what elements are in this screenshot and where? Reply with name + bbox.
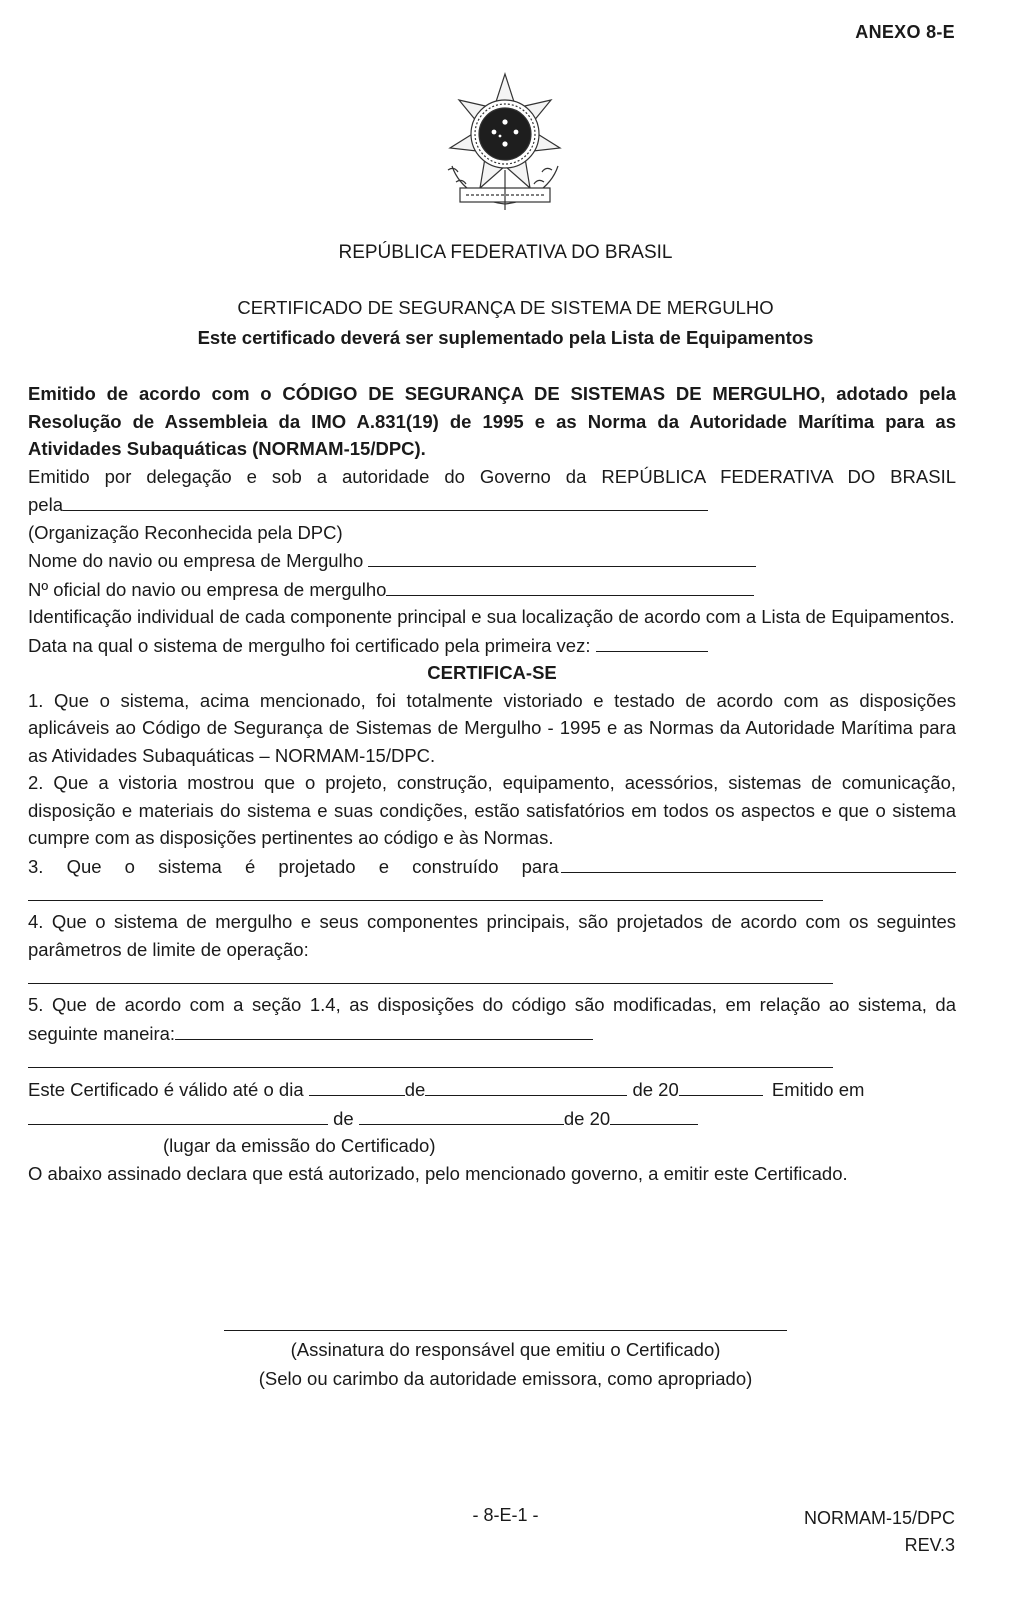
modifications-field[interactable] bbox=[175, 1019, 593, 1040]
valid-month-field[interactable] bbox=[425, 1075, 627, 1096]
norm-reference: NORMAM-15/DPC bbox=[803, 1508, 955, 1528]
valid-year-field[interactable] bbox=[679, 1075, 763, 1096]
valid-until-label: Este Certificado é válido até o dia bbox=[28, 1079, 304, 1100]
valid-day-field[interactable] bbox=[309, 1075, 405, 1096]
first-cert-date-label: Data na qual o sistema de mergulho foi certificado pela primeira vez: bbox=[28, 634, 591, 656]
issue-place-field[interactable] bbox=[28, 1104, 328, 1125]
place-note: (lugar da emissão do Certificado) bbox=[163, 1135, 436, 1156]
designed-for-field[interactable] bbox=[561, 852, 956, 873]
certificate-title: CERTIFICADO DE SEGURANÇA DE SISTEMA DE MERGULHO bbox=[237, 297, 774, 318]
ship-name-row bbox=[28, 546, 956, 575]
declaration-text: O abaixo assinado declara que está autorizado, pelo mencionado governo, a emitir este Certificado. bbox=[28, 1162, 848, 1184]
pela-row bbox=[28, 490, 956, 519]
footer-reference bbox=[804, 1505, 955, 1559]
issue-year-prefix: de 20 bbox=[563, 1107, 611, 1129]
seal-caption: (Selo ou carimbo da autoridade emissora, como apropriado) bbox=[258, 1368, 753, 1389]
place-note-row bbox=[28, 1132, 956, 1160]
revision-label: REV.3 bbox=[904, 1535, 955, 1555]
designed-for-field-line-2[interactable] bbox=[28, 880, 823, 901]
brazil-coat-of-arms-icon bbox=[430, 70, 580, 215]
first-cert-date-row bbox=[28, 631, 956, 660]
issue-place-row bbox=[28, 1104, 956, 1133]
signature-field[interactable] bbox=[224, 1320, 787, 1331]
valid-de-label: de bbox=[404, 1079, 426, 1100]
issue-de-label: de bbox=[333, 1107, 354, 1129]
certifica-item-2: 2. Que a vistoria mostrou que o projeto, construção, equipamento, acessórios, sistemas de comunicação, disposição e materiais do sistema e suas condições, estão satisfatórios em todos os aspectos e que o sistema cumpre com as disposições pertinentes ao código e às Normas. bbox=[28, 772, 956, 848]
ship-name-field[interactable] bbox=[368, 546, 756, 567]
signature-block bbox=[0, 1320, 1011, 1393]
republic-heading: REPÚBLICA FEDERATIVA DO BRASIL bbox=[338, 242, 673, 263]
page-number: - 8-E-1 - bbox=[472, 1505, 539, 1525]
validity-row bbox=[28, 1075, 956, 1104]
organization-field[interactable] bbox=[63, 490, 708, 511]
operation-limits-field[interactable] bbox=[28, 963, 833, 984]
certifica-item-1: 1. Que o sistema, acima mencionado, foi totalmente vistoriado e testado de acordo com as disposições aplicáveis ao Código de Segurança de Sistemas de Mergulho - 1995 e as Normas da Autoridade Marítima para as Atividades Subaquáticas – NORMAM-15/DPC. bbox=[28, 689, 956, 766]
certifica-item-3: 3. Que o sistema é projetado e construído para bbox=[28, 855, 559, 877]
organization-note: (Organização Reconhecida pela DPC) bbox=[28, 521, 343, 543]
certifica-item-3-row bbox=[28, 852, 956, 881]
annex-label: ANEXO 8-E bbox=[855, 22, 955, 42]
issued-in-label: Emitido em bbox=[771, 1079, 865, 1100]
certifica-title: CERTIFICA-SE bbox=[427, 662, 557, 683]
official-number-row bbox=[28, 575, 956, 604]
certifica-item-5 bbox=[28, 991, 956, 1047]
signature-caption: (Assinatura do responsável que emitiu o Certificado) bbox=[290, 1339, 721, 1360]
certificate-body bbox=[28, 380, 956, 1187]
identification-text: Identificação individual de cada componente principal e sua localização de acordo com a Lista de Equipamentos. bbox=[28, 606, 955, 627]
issue-year-field[interactable] bbox=[610, 1104, 698, 1125]
pela-label: pela bbox=[28, 494, 63, 515]
certifica-item-5-text: 5. Que de acordo com a seção 1.4, as disposições do código são modificadas, em relação ao sistema, da seguinte maneira: bbox=[28, 994, 956, 1044]
issue-month-field[interactable] bbox=[359, 1104, 564, 1125]
first-cert-date-field[interactable] bbox=[596, 631, 708, 652]
official-number-field[interactable] bbox=[386, 575, 754, 596]
official-number-label: Nº oficial do navio ou empresa de mergulho bbox=[28, 578, 387, 600]
delegation-text: Emitido por delegação e sob a autoridade do Governo da REPÚBLICA FEDERATIVA DO BRASIL bbox=[28, 465, 956, 487]
modifications-field-line-2[interactable] bbox=[28, 1047, 833, 1068]
certifica-item-4: 4. Que o sistema de mergulho e seus componentes principais, são projetados de acordo com os seguintes parâmetros de limite de operação: bbox=[28, 911, 956, 960]
ship-name-label: Nome do navio ou empresa de Mergulho bbox=[28, 550, 364, 571]
intro-bold-paragraph: Emitido de acordo com o CÓDIGO DE SEGURANÇA DE SISTEMAS DE MERGULHO, adotado pela Resolução de Assembleia da IMO A.831(19) de 1995 e as Norma da Autoridade Marítima para as Atividades Subaquáticas (NORMAM-15/DPC). bbox=[28, 383, 956, 459]
valid-year-prefix: de 20 bbox=[632, 1079, 679, 1100]
certificate-subtitle: Este certificado deverá ser suplementado pela Lista de Equipamentos bbox=[197, 327, 814, 348]
